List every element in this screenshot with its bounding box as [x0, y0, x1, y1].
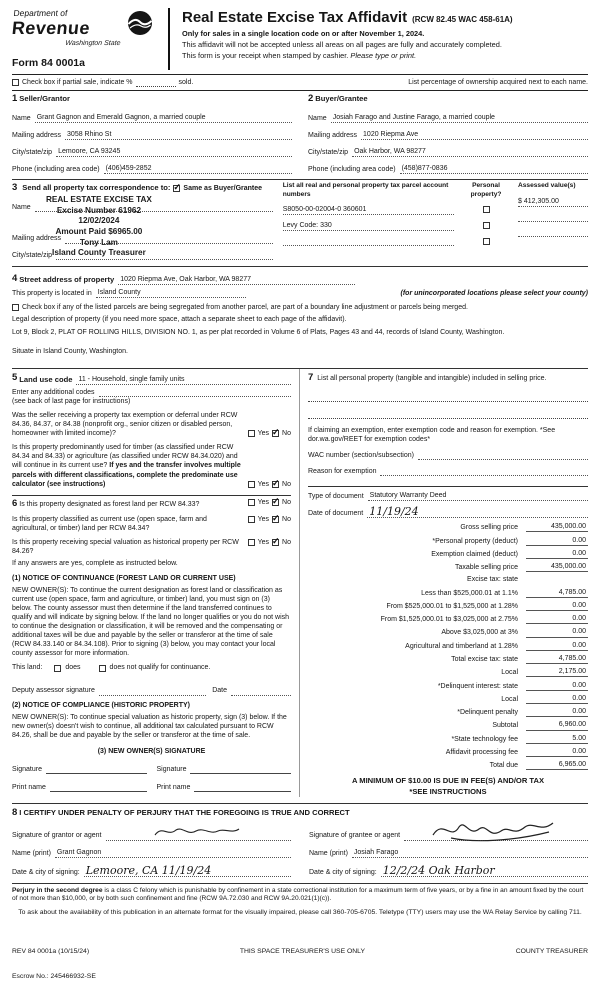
tax-value: 0.00 — [526, 549, 588, 559]
grantor-signature-label: Signature of grantor or agent — [12, 832, 102, 840]
street-address-field[interactable]: 1020 Riepma Ave, Oak Harbor, WA 98277 — [118, 275, 355, 285]
levy-code-field[interactable]: Levy Code: 330 — [283, 221, 454, 231]
header-note-2: This affidavit will not be accepted unless all areas on all pages are fully and accurately completed. — [182, 40, 502, 50]
tax-row: Local 2,175.00 — [501, 668, 586, 677]
partial-sale-label: Check box if partial sale, indicate % — [22, 79, 133, 87]
forest-yes-checkbox[interactable] — [248, 499, 255, 506]
personal-property-column — [460, 182, 512, 260]
header-note-3: This form is your receipt when stamped by cashier. Please type or print. — [182, 51, 417, 61]
buyer-phone-field[interactable]: (458)877-0836 — [400, 164, 588, 174]
revenue-logo-icon — [127, 10, 153, 36]
county-treasurer-label: COUNTY TREASURER — [515, 948, 588, 956]
tax-row: Subtotal 6,960.00 — [492, 721, 586, 730]
field-label: Mailing address — [12, 131, 62, 139]
correspondence-left: 3 Send all property tax correspondence to: ✓ Same as Buyer/Grantee REAL ESTATE EXCISE TAX Excise Number 61962 12/02/2024 Amount Paid $6965.00 Tony Lam Island County Treasurer Name Mailing address City/state/zip — [12, 182, 283, 260]
segregated-checkbox[interactable] — [12, 304, 19, 311]
does-qualify-checkbox[interactable] — [54, 665, 61, 672]
partial-sale-sold-label: sold. — [178, 79, 194, 87]
parcel-number-column — [283, 182, 454, 260]
unincorporated-note: (for unincorporated locations please select your county) — [400, 289, 588, 297]
tax-row: Agricultural and timberland at 1.28% 0.00 — [405, 641, 586, 650]
exemption-no-checkbox[interactable]: ✓ — [272, 427, 280, 438]
historic-no-checkbox[interactable]: ✓ — [272, 536, 280, 547]
assessed-value-field[interactable] — [518, 228, 588, 237]
tax-row: Above $3,025,000 at 3% 0.00 — [441, 628, 586, 637]
grantor-print-field[interactable]: Grant Gagnon — [55, 848, 291, 858]
tax-row: *State technology fee 5.00 — [451, 734, 586, 743]
tax-value: 0.00 — [526, 747, 588, 757]
notice2-title: (2) NOTICE OF COMPLIANCE (HISTORIC PROPERTY) — [12, 701, 190, 709]
agency-dept-of: Department of — [13, 8, 69, 18]
assessed-value-field[interactable]: $ 412,305.00 — [518, 197, 588, 207]
header — [12, 8, 588, 74]
wac-number-label: WAC number (section/subsection) — [308, 451, 414, 459]
does-not-qualify-checkbox[interactable] — [99, 665, 106, 672]
new-owner-signature-field-2[interactable] — [190, 765, 291, 774]
treasurer-space-label: THIS SPACE TREASURER'S USE ONLY — [239, 948, 365, 956]
tax-row: Exemption claimed (deduct) 0.00 — [431, 549, 586, 558]
personal-property-label: List all personal property (tangible and intangible) included in selling price. — [317, 375, 547, 383]
personal-property-line-2[interactable] — [308, 411, 588, 419]
forest-section — [12, 495, 291, 793]
exemption-question-row: Was the seller receiving a property tax exemption or deferral under RCW 84.36, 84.37, or 84.38 (nonprofit org., senior citizen or disabled person, homeowner with limited income)? Yes ✓ No — [12, 411, 291, 438]
tax-value: 435,000.00 — [526, 562, 588, 572]
seller-title: Seller/Grantor — [19, 94, 70, 104]
tax-value: 0.00 — [526, 601, 588, 611]
form-title-rcw: (RCW 82.45 WAC 458-61A) — [412, 15, 513, 24]
deputy-date-field[interactable] — [231, 687, 291, 696]
tax-row: Taxable selling price 435,000.00 — [454, 563, 586, 572]
tax-value: 0.00 — [526, 641, 588, 651]
agency-block — [12, 8, 160, 70]
tax-row: *Delinquent penalty 0.00 — [457, 708, 586, 717]
tax-value: 0.00 — [526, 614, 588, 624]
certification-title: I CERTIFY UNDER PENALTY OF PERJURY THAT THE FOREGOING IS TRUE AND CORRECT — [19, 808, 350, 818]
segregated-label: Check box if any of the listed parcels are being segregated from another parcel, are part of a boundary line adjustment or parcels being merged. — [22, 304, 468, 312]
additional-codes-note: (see back of last page for instructions) — [12, 397, 131, 405]
partial-sale-percent-field[interactable] — [136, 79, 176, 87]
personal-property-checkbox-1[interactable] — [483, 206, 490, 213]
personal-property-checkbox-3[interactable] — [483, 238, 490, 245]
field-label: Mailing address — [308, 131, 358, 139]
tax-value: 0.00 — [526, 681, 588, 691]
historic-question-row: Is this property receiving special valuation as historical property per RCW 84.26? Yes ✓ No — [12, 536, 291, 556]
assessed-value-column — [518, 182, 588, 260]
date-of-document-label: Date of document — [308, 510, 364, 518]
current-use-yes-checkbox[interactable] — [248, 516, 255, 523]
date-of-document-field[interactable]: 11/19/24 — [367, 506, 588, 518]
see-instructions-note: *SEE INSTRUCTIONS — [409, 787, 487, 797]
street-address-label: Street address of property — [19, 275, 115, 285]
tax-value: 4,785.00 — [526, 588, 588, 598]
form-title: Real Estate Excise Tax Affidavit — [182, 9, 408, 26]
type-of-document-field[interactable]: Statutory Warranty Deed — [368, 491, 588, 501]
exemption-yes-checkbox[interactable] — [248, 430, 255, 437]
agency-revenue: Revenue — [10, 18, 91, 39]
parcel-number-field[interactable] — [283, 237, 454, 246]
ownership-percentage-note: List percentage of ownership acquired next to each name. — [408, 79, 588, 87]
grantee-signature-label: Signature of grantee or agent — [309, 832, 401, 840]
wac-number-field[interactable] — [418, 451, 588, 460]
parcel-table — [283, 182, 588, 260]
parcel-number-field[interactable]: S8050-00-02004-0 360601 — [283, 205, 454, 215]
grantee-print-field[interactable]: Josiah Farago — [352, 848, 588, 858]
field-label: City/state/zip — [308, 148, 349, 156]
field-label: Phone (including area code) — [12, 165, 100, 173]
footer — [12, 934, 588, 982]
timber-yes-checkbox[interactable] — [248, 481, 255, 488]
new-owner-signature-field-1[interactable] — [46, 765, 147, 774]
new-owner-signature-row: Signature Signature — [12, 765, 291, 774]
same-as-buyer-checkbox[interactable]: ✓ — [173, 181, 181, 192]
notice1-body: NEW OWNER(S): To continue the current designation as forest land or classification as current use (open space, farm and agriculture, or timber) land, you must sign on (3) below. The county assessor must then determine if the land transferred continues to qualify and will indicate by signing below. If the land no longer qualifies or you do not wish to continue the designation or classification, it will be removed and the compensating or additional taxes will be due and payable by the seller or transferor at the time of sale (RCW 84.33.140 or 84.34.108). Prior to signing (3) below, you may contact your local county assessor for more information. — [12, 586, 290, 658]
tax-value: 6,960.00 — [526, 720, 588, 730]
tax-row: Affidavit processing fee 0.00 — [445, 748, 586, 757]
tax-value: 0.00 — [526, 627, 588, 637]
minimum-due-note: A MINIMUM OF $10.00 IS DUE IN FEE(S) AND/OR TAX — [351, 776, 545, 786]
tax-value: 4,785.00 — [526, 654, 588, 664]
type-of-document-label: Type of document — [308, 493, 364, 501]
grantee-print-label: Name (print) — [309, 849, 348, 857]
correspondence-section — [12, 179, 588, 264]
tax-row: From $525,000.01 to $1,525,000 at 1.28% 0.00 — [386, 601, 586, 610]
located-in-label: This property is located in — [12, 289, 92, 297]
land-use-label: Land use code — [19, 374, 73, 384]
field-label: Phone (including area code) — [308, 165, 396, 173]
additional-codes-label: Enter any additional codes — [12, 388, 95, 396]
current-use-no-checkbox[interactable]: ✓ — [272, 513, 280, 524]
historic-question: Is this property receiving special valuation as historical property per RCW 84.26? — [12, 539, 239, 556]
forest-question-row: 6 Is this property designated as forest land per RCW 84.33? Yes ✓ No — [12, 495, 291, 509]
timber-question-row: Is this property predominantly used for timber (as classified under RCW 84.34 and 84.33) or agriculture (as classified under RCW 84.34.020) and will continue in its current use? If yes and the transfer involves multiple parcels with different classifications, complete the predominate use calculator (see instructions) Yes ✓ No — [12, 444, 291, 488]
timber-question: Is this property predominantly used for timber (as classified under RCW 84.34 and 84.33) or agriculture (as classified under RCW 84.34.020) and will continue in its current use? If yes and the transfer involves multiple parcels with different classifications, complete the predominate use calculator (see instructions) — [12, 444, 241, 488]
certification-section: 8 I CERTIFY UNDER PENALTY OF PERJURY THAT THE FOREGOING IS TRUE AND CORRECT Signature of grantor or agent Name (print) Grant Gagnon Date & city of signing: Lemoore, CA 11/19/24 Signature of grantee or agent Name (print) Josiah Farago Date & city of signing: 12/2/24 Oak Harbor — [12, 803, 588, 877]
left-column: 5 Land use code 11 - Household, single family units Enter any additional codes (see back of last page for instructions) Was the seller receiving a property tax exemption or deferral under RCW 84.36, 84.37, or 84.38 (nonprofit org., senior citizen or disabled person, homeowner with limited income)? Yes ✓ No Is this property predominantly used for timber (as classified under RCW 84.34 and 84.33) or agriculture (as classified under RCW 84.34.020) and will continue in its current use? If yes and the transfer involves multiple parcels with different classifications, complete the predominate use calculator (see instructions) Yes ✓ No 6 Is this property designated as forest land per RCW 84.33? Yes ✓ No Is this property classified as current use (open space, farm and agricultural, or timber) land per RCW 84.34? Yes ✓ No Is this property receiving special valuation as historical property per RCW 84.26? Yes ✓ No If any answers are yes, complete as instructed below. (1) NOTICE OF CONTINUANCE (FOREST LAND OR CURRENT USE) NEW OWNER(S): To continue the current designation as forest land or classification as current use (open space, farm and agriculture, or timber) land, you must sign on (3) below. The county assessor must then determine if the land transferred continues to qualify and will indicate by signing below. If the land no longer qualifies or you do not wish to continue the designation or classification, it will be removed and the compensating or additional taxes will be due and payable by the seller or transferor at the time of sale (RCW 84.33.140 or 84.34.108). Prior to signing (3) below, you may contact your local county assessor for more information. This land: does does not qualify for continuance. Deputy assessor signature Date (2) NOTICE OF COMPLIANCE (HISTORIC PROPERTY) NEW OWNER(S): To continue special valuation as historic property, sign (3) below. If the new owner(s) doesn't wish to continue, all additional tax calculated pursuant to RCW 84.26, shall be due and payable by the seller or transferor at the time of sale. (3) NEW OWNER(S) SIGNATURE Signature Signature Print name Print name — [12, 369, 300, 797]
additional-codes-field[interactable] — [99, 388, 292, 397]
grantor-date-label: Date & city of signing: — [12, 868, 80, 876]
personal-property-header: Personal property? — [470, 181, 502, 198]
grantee-certification — [309, 821, 588, 876]
date-label: Date — [212, 687, 227, 695]
if-yes-note: If any answers are yes, complete as instructed below. — [12, 560, 178, 568]
grantee-signature-scribble — [429, 817, 559, 843]
perjury-paragraph: Perjury in the second degree is a class C felony which is punishable by confinement in a state correctional institution for a maximum term of five years, or by a fine in an amount fixed by the court of not more than $10,000, or by both such confinement and fine (RCW 9A.72.030 and RCW 9A.20.021(1)(c)). — [12, 883, 588, 904]
personal-property-line-1[interactable] — [308, 394, 588, 402]
personal-property-section: 7 List all personal property (tangible and intangible) included in selling price. — [308, 372, 547, 384]
tax-value: 435,000.00 — [526, 522, 588, 532]
current-use-question: Is this property classified as current use (open space, farm and agricultural, or timber) land per RCW 84.34? — [12, 516, 207, 533]
partial-sale-row — [12, 74, 588, 91]
grantor-certification — [12, 821, 291, 876]
historic-yes-checkbox[interactable] — [248, 539, 255, 546]
agency-washington-state: Washington State — [64, 40, 121, 48]
legal-description-label: Legal description of property (if you need more space, attach a separate sheet to each page of the affidavit). — [12, 316, 347, 324]
field-label: City/state/zip — [12, 251, 53, 259]
correspondence-label: Send all property tax correspondence to: — [22, 183, 171, 193]
grantee-date-label: Date & city of signing: — [309, 868, 377, 876]
buyer-section: 2 Buyer/Grantee Name Josiah Farago and Justine Farago, a married couple Mailing address 1020 Riepma Ave City/state/zip Oak Harbor, WA 98277 Phone (including area code) (458)877-0836 — [308, 93, 588, 174]
reason-exemption-label: Reason for exemption — [308, 468, 377, 476]
situate-text: Situate in Island County, Washington. — [12, 348, 128, 356]
seller-mailing-field[interactable]: 3058 Rhino St — [65, 130, 292, 140]
tax-value: 0.00 — [526, 694, 588, 704]
main-columns — [12, 368, 588, 797]
tax-row: Gross selling price 435,000.00 — [460, 523, 586, 532]
field-label: City/state/zip — [12, 148, 53, 156]
timber-no-checkbox[interactable]: ✓ — [272, 477, 280, 488]
tax-row: Local 0.00 — [501, 694, 586, 703]
assessed-value-field[interactable] — [518, 213, 588, 222]
buyer-mailing-field[interactable]: 1020 Riepma Ave — [361, 130, 588, 140]
parcel-header: List all real and personal property tax parcel account numbers — [282, 181, 449, 198]
assessed-value-header: Assessed value(s) — [518, 181, 576, 189]
seller-section: 1 Seller/Grantor Name Grant Gagnon and Emerald Gagnon, a married couple Mailing address 3058 Rhino St City/state/zip Lemoore, CA 93245 Phone (including area code) (406)459-2852 — [12, 93, 292, 174]
tax-row: Total excise tax: state 4,785.00 — [451, 655, 586, 664]
forest-question: 6 Is this property designated as forest land per RCW 84.33? — [12, 497, 200, 509]
tax-row: Total due 6,965.00 — [489, 761, 586, 770]
grantor-date-field[interactable]: Lemoore, CA 11/19/24 — [84, 865, 291, 877]
legal-description-text: Lot 9, Block 2, PLAT OF ROLLING HILLS, DIVISION NO. 1, as per plat recorded in Volume 6 of Plats, Pages 43 and 44, records of Island County, Washington. — [12, 329, 505, 337]
tax-row: Excise tax: state — [467, 576, 518, 584]
notice2-body: NEW OWNER(S): To continue special valuation as historic property, sign (3) below. If the new owner(s) doesn't wish to continue, all additional tax calculated pursuant to RCW 84.26, shall be due and payable by the seller or transferor at the time of sale. — [12, 713, 287, 739]
right-column — [300, 369, 588, 797]
buyer-name-field[interactable]: Josiah Farago and Justine Farago, a married couple — [331, 113, 588, 123]
grantee-date-field[interactable]: 12/2/24 Oak Harbor — [381, 865, 588, 877]
tax-row: *Delinquent interest: state 0.00 — [437, 681, 586, 690]
alternate-format-note: To ask about the availability of this publication in an alternate format for the visually impaired, please call 360-705-6705. Teletype (TTY) users may use the WA Relay Service by calling 711. — [18, 908, 582, 916]
tax-row: Less than $525,000.01 at 1.1% 4,785.00 — [421, 588, 586, 597]
new-owner-print-field-1[interactable] — [50, 783, 147, 792]
field-label: Mailing address — [12, 235, 62, 243]
exemption-code-note: If claiming an exemption, enter exemption code and reason for exemption. *See dor.wa.gov/REET for exemption codes* — [308, 426, 556, 443]
new-owner-print-row: Print name Print name — [12, 783, 291, 792]
tax-value: 2,175.00 — [526, 667, 588, 677]
parties-section — [12, 91, 588, 174]
tax-table — [308, 522, 588, 770]
county-field[interactable]: Island County — [96, 288, 246, 298]
this-land-row: This land: does does not qualify for continuance. — [12, 664, 211, 672]
grantor-print-label: Name (print) — [12, 849, 51, 857]
tax-value: 0.00 — [526, 707, 588, 717]
new-owner-print-field-2[interactable] — [194, 783, 291, 792]
reason-exemption-field[interactable] — [380, 467, 588, 476]
buyer-title: Buyer/Grantee — [315, 94, 368, 104]
notice3-title: (3) NEW OWNER(S) SIGNATURE — [97, 747, 206, 755]
form-number: Form 84 0001a — [12, 56, 85, 69]
treasurer-stamp: REAL ESTATE EXCISE TAX Excise Number 61962 12/02/2024 Amount Paid $6965.00 Tony Lam Island County Treasurer — [46, 194, 152, 258]
tax-value: 6,965.00 — [526, 760, 588, 770]
tax-row: From $1,525,000.01 to $3,025,000 at 2.75% 0.00 — [380, 615, 586, 624]
tax-row: *Personal property (deduct) 0.00 — [432, 536, 586, 545]
rev-number: REV 84 0001a (10/15/24) — [12, 948, 90, 956]
header-divider — [168, 8, 170, 70]
land-use-code-field[interactable]: 11 - Household, single family units — [76, 375, 291, 385]
deputy-assessor-signature-field[interactable] — [99, 687, 206, 696]
deputy-assessor-label: Deputy assessor signature — [12, 687, 95, 695]
title-block — [178, 8, 588, 70]
field-label: Name — [12, 114, 31, 122]
current-use-question-row: Is this property classified as current use (open space, farm and agricultural, or timber) land per RCW 84.34? Yes ✓ No — [12, 513, 291, 533]
tax-value: 5.00 — [526, 734, 588, 744]
forest-no-checkbox[interactable]: ✓ — [272, 495, 280, 506]
escrow-number: Escrow No.: 245466932-SE — [12, 973, 96, 981]
partial-sale-checkbox[interactable] — [12, 79, 19, 86]
property-section: 4 Street address of property 1020 Riepma Ave, Oak Harbor, WA 98277 This property is located in Island County (for unincorporated locations please select your county) Check box if any of the listed parcels are being segregated from another parcel, are part of a boundary line adjustment or parcels being merged. Legal description of property (if you need more space, attach a separate sheet to each page of the affidavit). Lot 9, Block 2, PLAT OF ROLLING HILLS, DIVISION NO. 1, as per plat recorded in Volume 6 of Plats, Pages 43 and 44, records of Island County, Washington. Situate in Island County, Washington. — [12, 266, 588, 369]
seller-city-field[interactable]: Lemoore, CA 93245 — [56, 147, 292, 157]
grantor-signature-scribble — [152, 823, 242, 839]
header-note-1: Only for sales in a single location code on or after November 1, 2024. — [182, 29, 425, 38]
field-label: Name — [308, 114, 327, 122]
field-label: Name — [12, 204, 31, 212]
exemption-question: Was the seller receiving a property tax exemption or deferral under RCW 84.36, 84.37, or 84.38 (nonprofit org., senior citizen or disabled person, homeowner with limited income)? — [12, 411, 238, 438]
same-as-buyer-label: Same as Buyer/Grantee — [183, 184, 263, 192]
buyer-city-field[interactable]: Oak Harbor, WA 98277 — [352, 147, 588, 157]
personal-property-checkbox-2[interactable] — [483, 222, 490, 229]
seller-phone-field[interactable]: (406)459-2852 — [104, 164, 292, 174]
tax-value: 0.00 — [526, 536, 588, 546]
notice1-title: (1) NOTICE OF CONTINUANCE (FOREST LAND OR CURRENT USE) — [12, 574, 236, 582]
seller-name-field[interactable]: Grant Gagnon and Emerald Gagnon, a married couple — [35, 113, 292, 123]
